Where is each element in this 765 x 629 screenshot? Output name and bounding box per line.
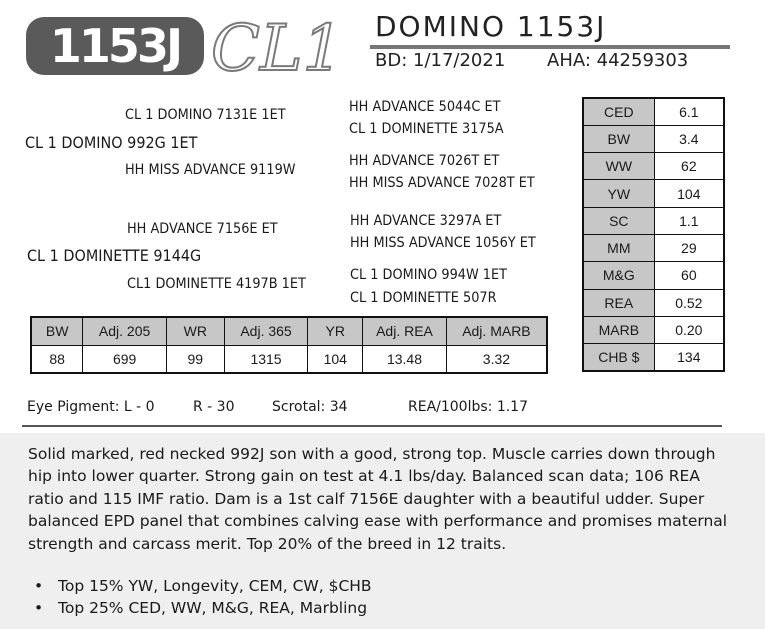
pedigree-dam: CL 1 DOMINETTE 9144G [27, 246, 202, 265]
pedigree-sire-dam: HH MISS ADVANCE 9119W [125, 162, 296, 178]
epd-row [583, 234, 724, 261]
performance-value: 13.48 [363, 345, 447, 373]
lot-number-badge [26, 17, 204, 75]
performance-header: WR [166, 317, 224, 345]
rea-ratio: REA/100lbs: 1.17 [408, 399, 528, 415]
epd-value: 134 [654, 344, 724, 371]
epd-trait: CED [583, 98, 654, 125]
performance-header: Adj. REA [363, 317, 447, 345]
pedigree-sire-sire-sire: HH ADVANCE 5044C ET [349, 99, 501, 115]
highlights-list [32, 575, 372, 620]
performance-value-row [31, 345, 547, 373]
birth-date: BD: 1/17/2021 [375, 50, 506, 71]
epd-row [583, 153, 724, 180]
registration-number: AHA: 44259303 [547, 50, 689, 71]
pedigree-sire-sire: CL 1 DOMINO 7131E 1ET [125, 107, 286, 123]
brand-logo-text: CL1 [211, 12, 344, 82]
epd-trait: M&G [583, 262, 654, 289]
performance-value: 99 [166, 345, 224, 373]
epd-row [583, 125, 724, 152]
epd-value: 0.20 [654, 316, 724, 343]
epd-table [582, 97, 725, 372]
name-divider [370, 45, 730, 49]
epd-value: 29 [654, 234, 724, 261]
scrotal: Scrotal: 34 [272, 399, 348, 415]
performance-header: Adj. 365 [224, 317, 308, 345]
epd-value: 3.4 [654, 125, 724, 152]
pedigree-dam-sire-sire: HH ADVANCE 3297A ET [350, 213, 502, 229]
pedigree-sire-dam-dam: HH MISS ADVANCE 7028T ET [349, 175, 535, 191]
performance-value: 104 [308, 345, 363, 373]
epd-value: 6.1 [654, 98, 724, 125]
epd-trait: SC [583, 207, 654, 234]
epd-row [583, 316, 724, 343]
pedigree-dam-sire-dam: HH MISS ADVANCE 1056Y ET [350, 235, 536, 251]
performance-value: 699 [83, 345, 167, 373]
pedigree-dam-dam-dam: CL 1 DOMINETTE 507R [350, 290, 497, 306]
epd-trait: MM [583, 234, 654, 261]
pedigree-dam-dam-sire: CL 1 DOMINO 994W 1ET [350, 267, 508, 283]
section-divider [22, 425, 722, 427]
epd-value: 1.1 [654, 207, 724, 234]
epd-value: 60 [654, 262, 724, 289]
epd-row [583, 344, 724, 371]
eye-pigment-right: R - 30 [193, 399, 235, 415]
highlight-item: • Top 25% CED, WW, M&G, REA, Marbling [32, 597, 372, 619]
performance-header: Adj. MARB [446, 317, 547, 345]
performance-value: 3.32 [446, 345, 547, 373]
epd-value: 62 [654, 153, 724, 180]
performance-value: 1315 [224, 345, 308, 373]
pedigree-sire-sire-dam: CL 1 DOMINETTE 3175A [349, 121, 504, 137]
highlight-item: • Top 15% YW, Longevity, CEM, CW, $CHB [32, 575, 372, 597]
epd-trait: WW [583, 153, 654, 180]
description-text: Solid marked, red necked 992J son with a good, strong top. Muscle carries down through hip into lower quarter. Strong gain on test at 4.1 lbs/day. Balanced scan data; 106 REA ratio and 115 IMF ratio. Dam is a 1st calf 7156E daughter with a beautiful udder. Super balanced EPD panel that combines calving ease with performance and promises maternal strength and carcass merit. Top 20% of the breed in 12 traits. [28, 445, 728, 553]
performance-table [30, 316, 548, 374]
pedigree-dam-dam: CL1 DOMINETTE 4197B 1ET [127, 276, 306, 292]
epd-trait: BW [583, 125, 654, 152]
epd-row [583, 207, 724, 234]
performance-header: YR [308, 317, 363, 345]
performance-header: Adj. 205 [83, 317, 167, 345]
pedigree-sire: CL 1 DOMINO 992G 1ET [25, 133, 198, 152]
epd-row [583, 262, 724, 289]
eye-pigment: Eye Pigment: L - 0 [27, 399, 155, 415]
performance-header: BW [31, 317, 83, 345]
epd-value: 0.52 [654, 289, 724, 316]
epd-value: 104 [654, 180, 724, 207]
brand-logo [205, 2, 370, 82]
performance-value: 88 [31, 345, 83, 373]
epd-trait: CHB $ [583, 344, 654, 371]
performance-header-row [31, 317, 547, 345]
epd-trait: REA [583, 289, 654, 316]
epd-row [583, 98, 724, 125]
epd-row [583, 180, 724, 207]
lot-number: 1153J [49, 19, 181, 73]
pedigree-dam-sire: HH ADVANCE 7156E ET [127, 221, 278, 237]
epd-trait: YW [583, 180, 654, 207]
epd-row [583, 289, 724, 316]
animal-name: DOMINO 1153J [375, 10, 607, 43]
pedigree-sire-dam-sire: HH ADVANCE 7026T ET [349, 153, 500, 169]
epd-trait: MARB [583, 316, 654, 343]
